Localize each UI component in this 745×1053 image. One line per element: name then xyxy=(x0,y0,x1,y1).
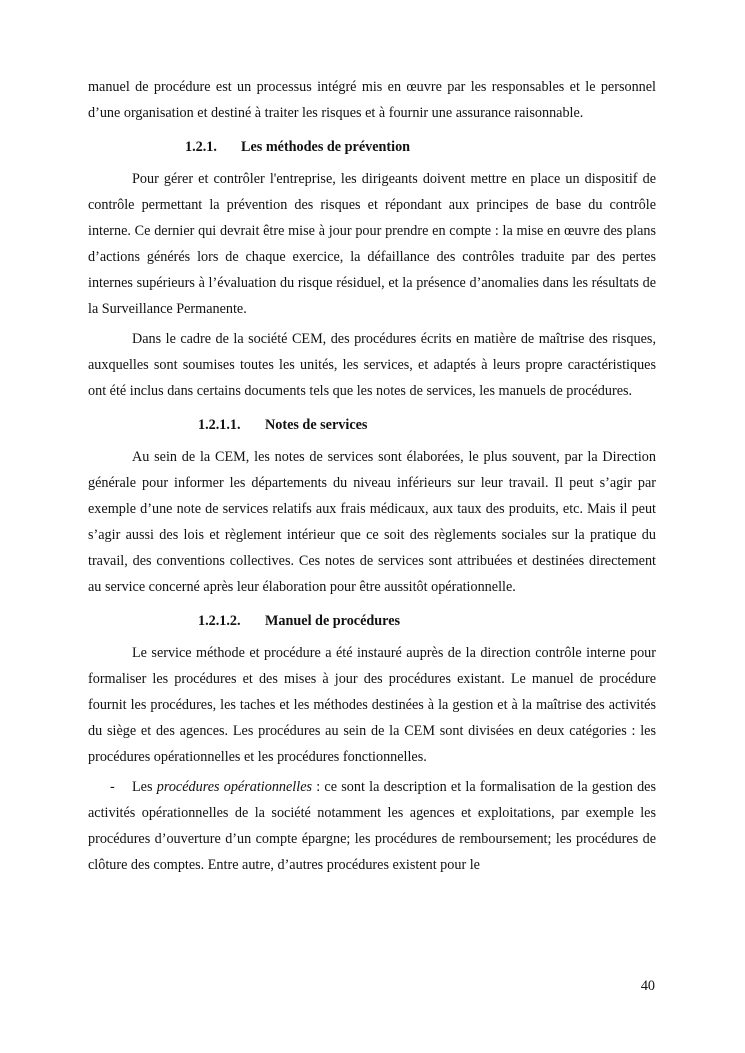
bullet-text: : ce sont la description et la formalisation de la gestion des activités opérationnelles de la société notamment les agences et exploitations, par exemple les procédures d’ouverture d’un compte épargne; les procédures de remboursement; les procédures de clôture des comptes. Entre autre, d’autres procédures existent pour le xyxy=(88,779,656,873)
page-number: 40 xyxy=(640,978,655,994)
intro-paragraph: manuel de procédure est un processus intégré mis en œuvre par les responsables et le personnel d’une organisation et destiné à traiter les risques et à fournir une assurance raisonnable. xyxy=(88,79,656,121)
heading-title: Manuel de procédures xyxy=(265,613,401,629)
bullet-lead: Les xyxy=(132,779,157,795)
bullet-term: procédures opérationnelles xyxy=(156,779,313,795)
heading-1-2-1-1 xyxy=(88,416,656,434)
heading-number: 1.2.1. xyxy=(185,139,217,155)
manuel-paragraph: Le service méthode et procédure a été instauré auprès de la direction contrôle interne pour formaliser les procédures et des mises à jour des procédures existant. Le manuel de procédure fournit les procédures, les taches et les méthodes destinées à la gestion et à la maîtrise des activités du siège et des agences. Les procédures au sein de la CEM sont divisées en deux catégories : les procédures opérationnelles et les procédures fonctionnelles. xyxy=(88,645,656,765)
heading-title: Les méthodes de prévention xyxy=(241,139,411,155)
notes-paragraph: Au sein de la CEM, les notes de services sont élaborées, le plus souvent, par la Direction générale pour informer les départements du niveau inférieurs sur leur travail. Il peut s’agir par exemple d’une note de services relatifs aux frais médicaux, aux taux des produits, etc. Mais il peut s’agir aussi des lois et règlement intérieur que ce soit des règlements sociales sur la pratique du travail, des conventions collectives. Ces notes de services sont attribuées et destinées directement au service concerné après leur élaboration pour être aussitôt opérationnelle. xyxy=(88,449,656,595)
heading-title: Notes de services xyxy=(265,417,368,433)
heading-1-2-1-2 xyxy=(88,612,656,630)
bullet-item xyxy=(88,774,656,878)
page-body xyxy=(88,74,656,878)
prevention-paragraph-2: Dans le cadre de la société CEM, des procédures écrits en matière de maîtrise des risques, auxquelles sont soumises toutes les unités, les services, et adaptés à leurs propre caractéristiques ont été inclus dans certains documents tels que les notes de services, les manuels de procédures. xyxy=(88,331,656,399)
heading-1-2-1 xyxy=(88,138,656,156)
prevention-paragraph-1: Pour gérer et contrôler l'entreprise, les dirigeants doivent mettre en place un dispositif de contrôle permettant la prévention des risques et répondant aux principes de base du contrôle interne. Ce dernier qui devrait être mise à jour pour prendre en compte : la mise en œuvre des plans d’actions générés lors de chaque exercice, la défaillance des contrôles traduite par des pertes internes supérieurs à l’évaluation du risque résiduel, et la présence d’anomalies dans les résultats de la Surveillance Permanente. xyxy=(88,171,656,317)
bullet-dash: - xyxy=(110,779,115,795)
heading-number: 1.2.1.1. xyxy=(198,417,241,433)
heading-number: 1.2.1.2. xyxy=(198,613,241,629)
